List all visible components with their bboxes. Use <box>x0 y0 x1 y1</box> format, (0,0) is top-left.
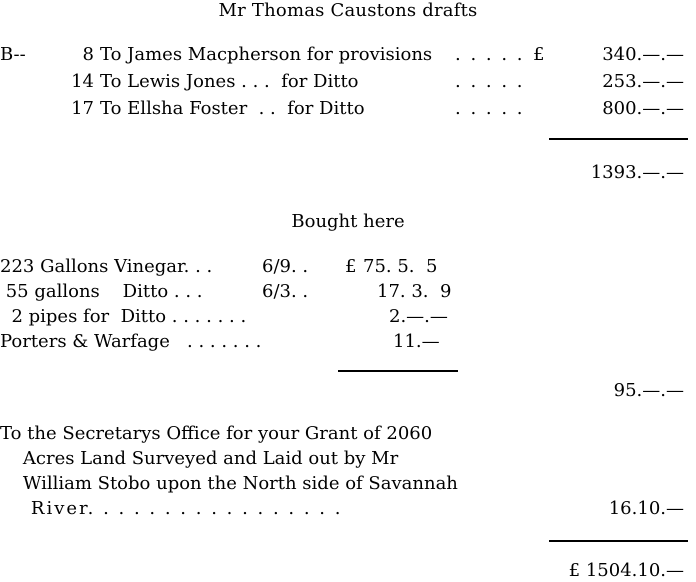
grand-total-amount: 1504.10.— <box>585 560 684 581</box>
bought-subtotal: 95.—.— <box>613 380 684 401</box>
draft-day: 17 <box>71 98 94 119</box>
section-heading: Bought here <box>291 211 405 232</box>
draft-description: To Ellsha Foster . . for Ditto <box>100 98 365 119</box>
bought-description: Porters & Warfage . . . . . . . <box>0 331 262 352</box>
drafts-marker: B-- <box>0 44 26 65</box>
draft-leader: . . . . . <box>455 98 525 119</box>
secretarys-office-line: Acres Land Surveyed and Laid out by Mr <box>0 448 399 469</box>
grand-total-currency: £ <box>568 560 581 581</box>
draft-description: To Lewis Jones . . . for Ditto <box>100 71 359 92</box>
secretarys-office-line: To the Secretarys Office for your Grant of 2060 <box>0 423 433 444</box>
bought-description: 223 Gallons Vinegar. . . <box>0 256 213 277</box>
bought-subtotal-rule <box>338 370 458 372</box>
bought-amount: 2.—.— <box>389 306 448 327</box>
draft-amount: 340.—.— <box>602 44 684 65</box>
drafts-subtotal-rule <box>549 138 688 140</box>
page-title: Mr Thomas Caustons drafts <box>218 0 478 21</box>
bought-amount: 17. 3. 9 <box>377 281 452 302</box>
draft-description: To James Macpherson for provisions <box>100 44 433 65</box>
draft-currency: £ <box>533 44 545 65</box>
secretarys-office-amount: 16.10.— <box>608 498 684 519</box>
draft-day: 8 <box>82 44 94 65</box>
secretarys-office-line: William Stobo upon the North side of Savannah <box>0 473 458 494</box>
draft-day: 14 <box>71 71 94 92</box>
bought-description: 2 pipes for Ditto . . . . . . . <box>0 306 247 327</box>
secretarys-office-line: River. . . . . . . . . . . . . . . . . <box>0 498 343 519</box>
grand-total-rule <box>549 540 688 542</box>
drafts-subtotal: 1393.—.— <box>590 162 684 183</box>
draft-leader: . . . . . <box>455 71 525 92</box>
bought-rate: 6/9. . <box>262 256 309 277</box>
bought-rate: 6/3. . <box>262 281 309 302</box>
bought-amount: 11.— <box>393 331 440 352</box>
draft-amount: 800.—.— <box>602 98 684 119</box>
bought-amount: 75. 5. 5 <box>363 256 438 277</box>
grand-total <box>569 560 684 581</box>
draft-leader: . . . . . <box>455 44 525 65</box>
draft-amount: 253.—.— <box>602 71 684 92</box>
bought-description: 55 gallons Ditto . . . <box>0 281 203 302</box>
bought-currency: £ <box>345 256 357 277</box>
